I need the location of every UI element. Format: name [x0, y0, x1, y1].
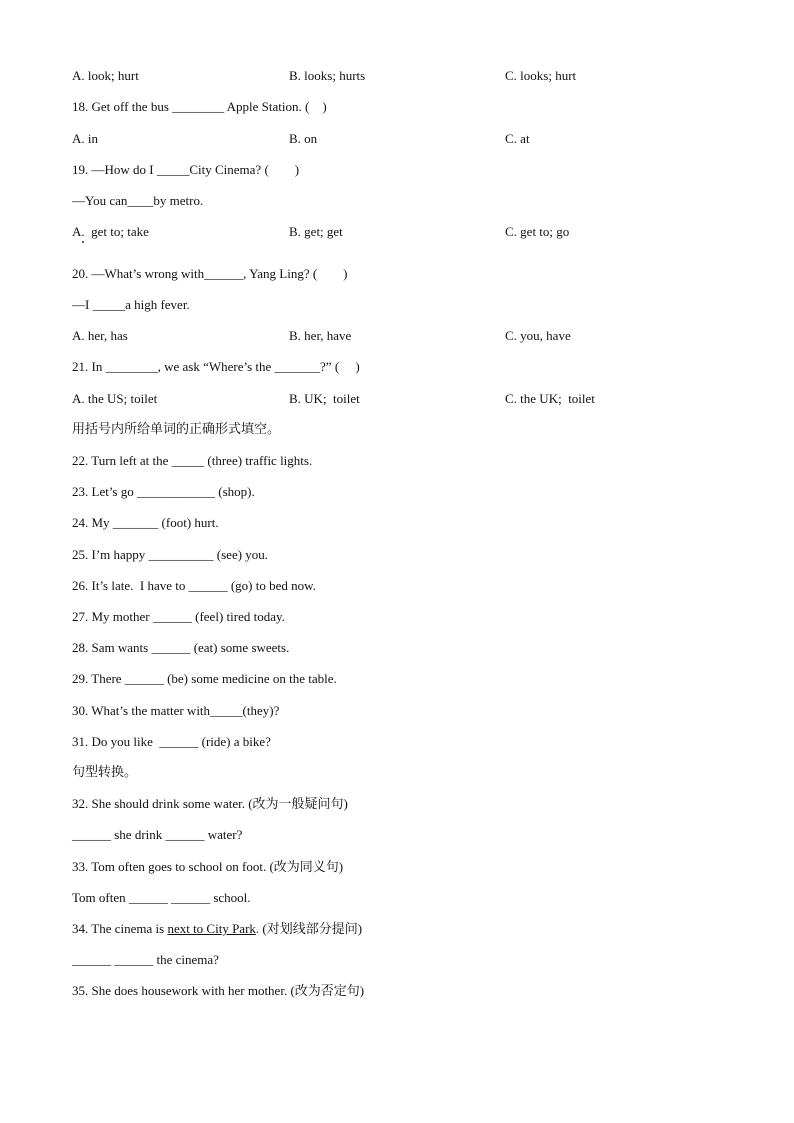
fill-item-30: 30. What’s the matter with_____(they)? [72, 703, 280, 718]
fill-item-27: 27. My mother ______ (feel) tired today. [72, 609, 285, 624]
fill-item-25: 25. I’m happy __________ (see) you. [72, 547, 269, 562]
q21-option-c: C. the UK; toilet [505, 391, 595, 406]
q34-underlined-phrase: next to City Park [167, 921, 256, 936]
q35-question: 35. She does housework with her mother. (改为否定句) [72, 983, 365, 998]
q19-option-a: A. get to; take [72, 224, 149, 239]
fill-item-23: 23. Let’s go ____________ (shop). [72, 484, 255, 499]
q20-question: 20. —What’s wrong with______, Yang Ling? ( ) [72, 266, 348, 281]
q17-option-a: A. look; hurt [72, 68, 139, 83]
q18-question: 18. Get off the bus ________ Apple Station. ( ) [72, 99, 327, 114]
q18-option-c: C. at [505, 131, 530, 146]
q19-question: 19. —How do I _____City Cinema? ( ) [72, 162, 300, 177]
q33-question: 33. Tom often goes to school on foot. (改为同义句) [72, 859, 344, 874]
q20-option-a: A. her, has [72, 328, 128, 343]
q18-option-b: B. on [289, 131, 318, 146]
q34-question [72, 921, 362, 937]
q33-answer: Tom often ______ ______ school. [72, 890, 251, 905]
fill-item-26: 26. It’s late. I have to ______ (go) to bed now. [72, 578, 316, 593]
q19-option-b: B. get; get [289, 224, 343, 239]
fill-item-22: 22. Turn left at the _____ (three) traffic lights. [72, 453, 313, 468]
q20-line2: —I _____a high fever. [72, 297, 190, 312]
q19-line2: —You can____by metro. [72, 193, 204, 208]
q21-option-a: A. the US; toilet [72, 391, 158, 406]
q32-question: 32. She should drink some water. (改为一般疑问句) [72, 796, 348, 811]
q20-option-c: C. you, have [505, 328, 571, 343]
q21-question: 21. In ________, we ask “Where’s the _______?” ( ) [72, 359, 360, 374]
q32-answer: ______ she drink ______ water? [72, 827, 243, 842]
q34-suffix: . (对划线部分提问) [255, 921, 363, 936]
q21-option-b: B. UK; toilet [289, 391, 360, 406]
section-heading-transform: 句型转换。 [72, 765, 138, 780]
q34-answer: ______ ______ the cinema? [72, 952, 219, 967]
q17-option-c: C. looks; hurt [505, 68, 577, 83]
stray-dot [82, 241, 84, 243]
q34-prefix: 34. The cinema is [72, 921, 168, 936]
q18-option-a: A. in [72, 131, 98, 146]
q20-option-b: B. her, have [289, 328, 352, 343]
fill-item-24: 24. My _______ (foot) hurt. [72, 515, 219, 530]
fill-item-31: 31. Do you like ______ (ride) a bike? [72, 734, 271, 749]
q19-option-c: C. get to; go [505, 224, 570, 239]
fill-item-29: 29. There ______ (be) some medicine on the table. [72, 671, 337, 686]
q17-option-b: B. looks; hurts [289, 68, 366, 83]
section-heading-fill: 用括号内所给单词的正确形式填空。 [72, 422, 281, 437]
fill-item-28: 28. Sam wants ______ (eat) some sweets. [72, 640, 290, 655]
